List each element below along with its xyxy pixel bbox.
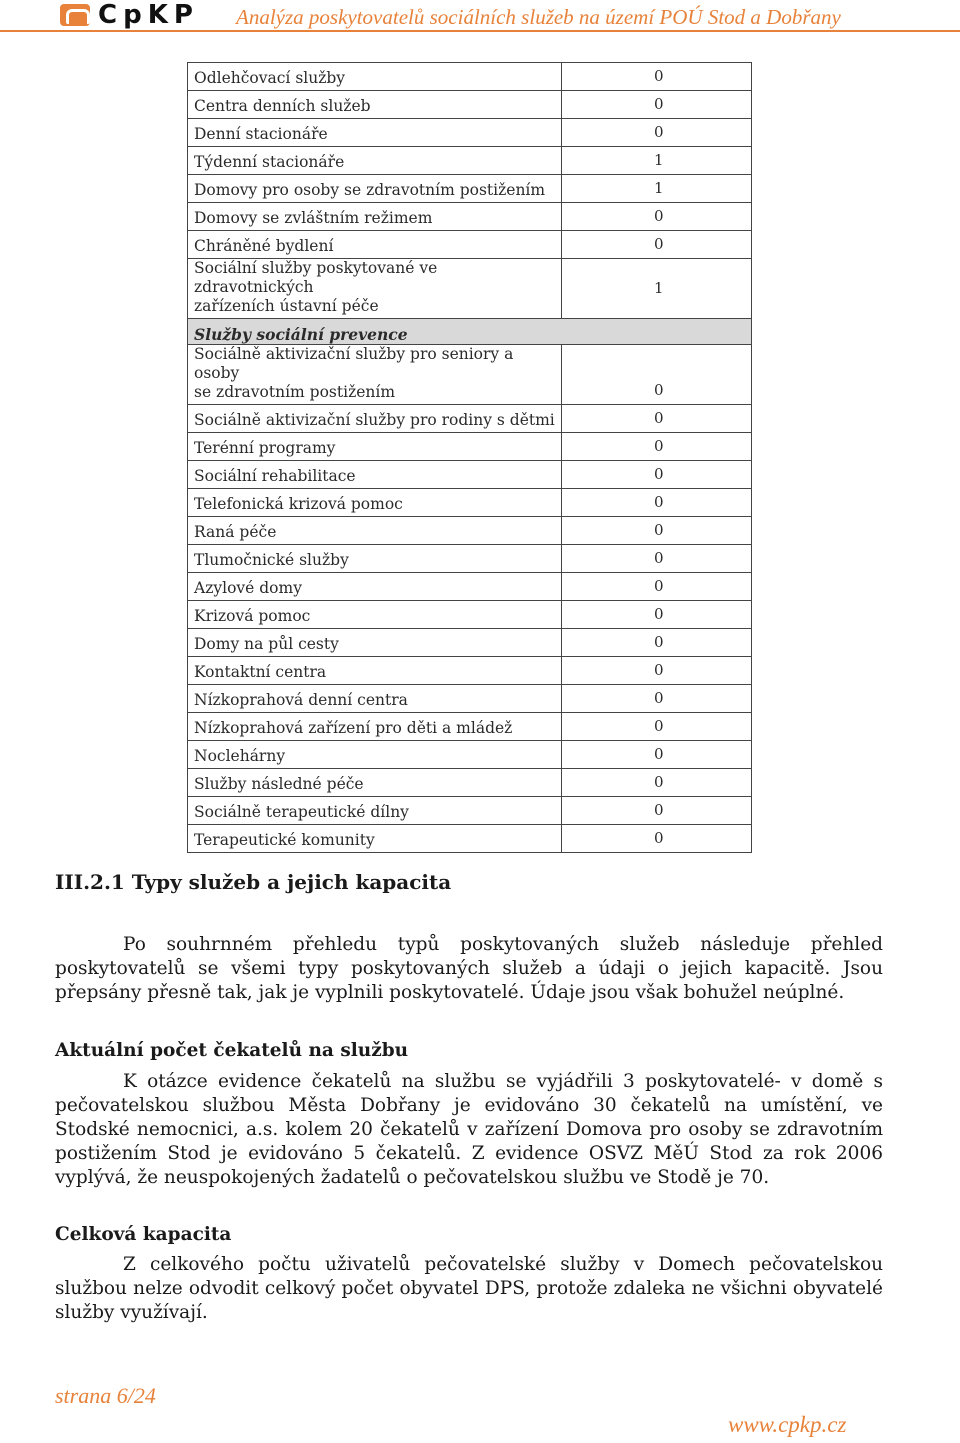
table-row: [188, 231, 752, 259]
service-name: Tlumočnické služby: [188, 545, 562, 573]
service-name: Azylové domy: [188, 573, 562, 601]
service-count: 0: [562, 119, 752, 147]
service-name: Krizová pomoc: [188, 601, 562, 629]
table-row: [188, 203, 752, 231]
table-row: [188, 119, 752, 147]
table-row: [188, 769, 752, 797]
service-name: Telefonická krizová pomoc: [188, 489, 562, 517]
services-table-body-prevention: [188, 405, 752, 853]
table-row: [188, 517, 752, 545]
service-count: 0: [562, 797, 752, 825]
service-count: 0: [562, 601, 752, 629]
table-row: [188, 685, 752, 713]
cpkp-logo-icon: [60, 4, 90, 26]
service-count: 0: [562, 825, 752, 853]
waiting-heading: Aktuální počet čekatelů na službu: [55, 1040, 409, 1061]
service-count: 0: [562, 685, 752, 713]
service-name: Služby následné péče: [188, 769, 562, 797]
table-row: [188, 259, 752, 319]
capacity-heading: Celková kapacita: [55, 1224, 232, 1245]
table-row: [188, 405, 752, 433]
service-name: Domy na půl cesty: [188, 629, 562, 657]
service-count: 0: [562, 517, 752, 545]
service-name: Domovy pro osoby se zdravotním postižením: [188, 175, 562, 203]
service-name: Domovy se zvláštním režimem: [188, 203, 562, 231]
table-row: [188, 91, 752, 119]
service-count: 0: [562, 489, 752, 517]
table-row: [188, 147, 752, 175]
section-label: Služby sociální prevence: [188, 319, 752, 345]
service-count: 0: [562, 63, 752, 91]
table-row: [188, 797, 752, 825]
cpkp-logo: [60, 2, 199, 28]
service-name: Sociálně aktivizační služby pro rodiny s dětmi: [188, 405, 562, 433]
website-link[interactable]: www.cpkp.cz: [728, 1412, 847, 1437]
service-name: Sociálně terapeutické dílny: [188, 797, 562, 825]
service-count: 0: [562, 433, 752, 461]
waiting-paragraph: K otázce evidence čekatelů na službu se vyjádřili 3 poskytovatelé- v domě s pečovatelskou službou Města Dobřany je evidováno 30 čekatelů na umístění, ve Stodské nemocnici, a.s. kolem 20 čekatelů v zařízení Domova pro osoby se zdravotním postižením Stod je evidováno 5 čekatelů. Z evidence OSVZ MěÚ Stod za rok 2006 vyplývá, že neuspokojených žadatelů o pečovatelskou službu ve Stodě je 70.: [55, 1071, 883, 1188]
service-name: Terénní programy: [188, 433, 562, 461]
service-count: 0: [562, 545, 752, 573]
services-table: [187, 62, 752, 853]
table-row: [188, 629, 752, 657]
table-row: [188, 601, 752, 629]
table-row: [188, 741, 752, 769]
service-count: 0: [562, 629, 752, 657]
service-count: 0: [562, 713, 752, 741]
table-row: [188, 825, 752, 853]
intro-paragraph: Po souhrnném přehledu typů poskytovaných služeb následuje přehled poskytovatelů se všemi typy poskytovaných služeb a údaji o jejich kapacitě. Jsou přepsány přesně tak, jak je vyplnili poskytovatelé. Údaje jsou však bohužel neúplné.: [55, 934, 883, 1003]
service-name: Nízkoprahová zařízení pro děti a mládež: [188, 713, 562, 741]
service-count: 0: [562, 741, 752, 769]
table-section-row: [188, 319, 752, 345]
service-name: Sociální služby poskytované ve zdravotnických zařízeních ústavní péče: [188, 259, 562, 319]
table-row: [188, 489, 752, 517]
services-table-body: [188, 63, 752, 259]
table-row: [188, 545, 752, 573]
page-number: strana 6/24: [55, 1383, 156, 1408]
service-count: 0: [562, 203, 752, 231]
table-row: [188, 345, 752, 405]
service-count: 0: [562, 345, 752, 405]
service-name: Sociálně aktivizační služby pro seniory a osoby se zdravotním postižením: [188, 345, 562, 405]
service-name: Terapeutické komunity: [188, 825, 562, 853]
service-count: 0: [562, 231, 752, 259]
service-count: 1: [562, 259, 752, 319]
service-name: Nízkoprahová denní centra: [188, 685, 562, 713]
service-count: 0: [562, 91, 752, 119]
table-row: [188, 175, 752, 203]
section-heading: III.2.1 Typy služeb a jejich kapacita: [55, 870, 452, 894]
table-row: [188, 657, 752, 685]
header-divider: [0, 30, 960, 32]
service-count: 0: [562, 405, 752, 433]
service-name: Noclehárny: [188, 741, 562, 769]
service-count: 0: [562, 657, 752, 685]
page-header: [0, 0, 960, 36]
service-name: Centra denních služeb: [188, 91, 562, 119]
header-title: Analýza poskytovatelů sociálních služeb na území POÚ Stod a Dobřany: [236, 5, 841, 29]
service-count: 1: [562, 147, 752, 175]
table-row: [188, 461, 752, 489]
service-name: Raná péče: [188, 517, 562, 545]
table-row: [188, 63, 752, 91]
table-row: [188, 573, 752, 601]
service-name: Odlehčovací služby: [188, 63, 562, 91]
service-name: Sociální rehabilitace: [188, 461, 562, 489]
service-name: Kontaktní centra: [188, 657, 562, 685]
service-name: Týdenní stacionáře: [188, 147, 562, 175]
service-count: 0: [562, 461, 752, 489]
logo-text: CpKP: [98, 0, 199, 30]
table-row: [188, 433, 752, 461]
table-row: [188, 713, 752, 741]
service-name: Denní stacionáře: [188, 119, 562, 147]
capacity-paragraph: Z celkového počtu uživatelů pečovatelské služby v Domech pečovatelskou službou nelze odvodit celkový počet obyvatel DPS, protože zdaleka ne všichni obyvatelé služby využívají.: [55, 1254, 883, 1323]
service-count: 1: [562, 175, 752, 203]
service-count: 0: [562, 573, 752, 601]
service-count: 0: [562, 769, 752, 797]
service-name: Chráněné bydlení: [188, 231, 562, 259]
